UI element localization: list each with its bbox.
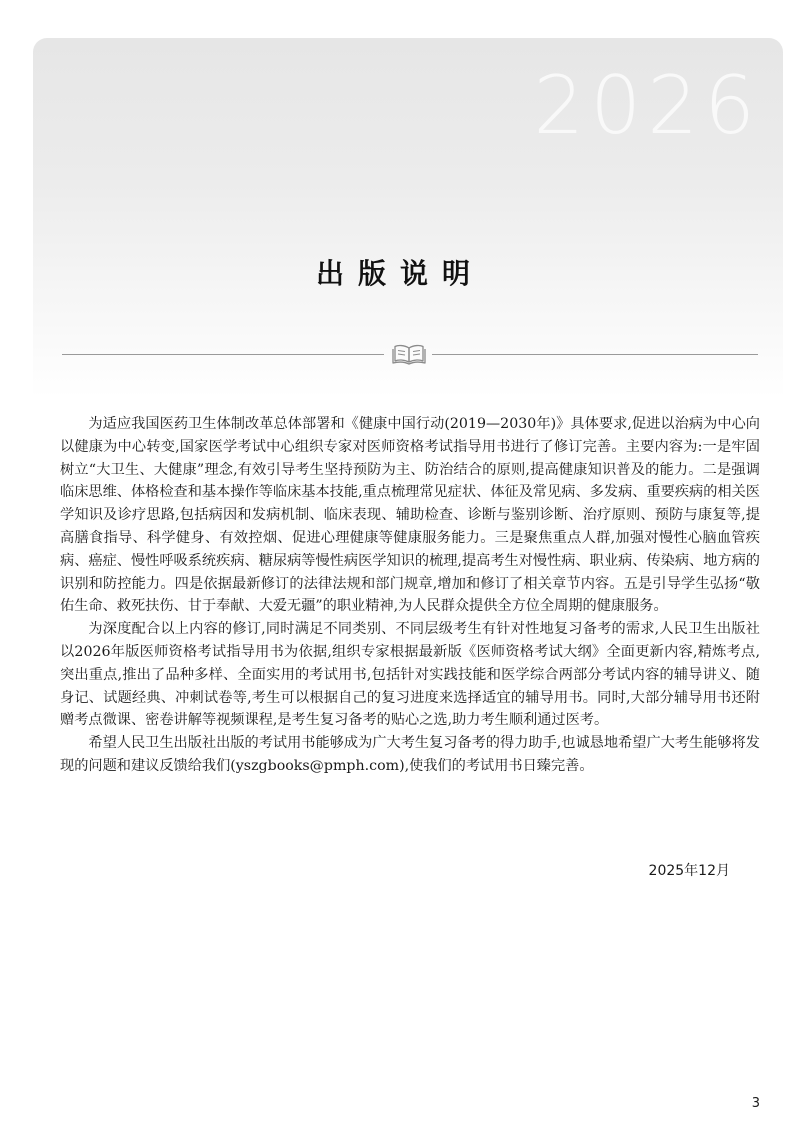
page-title: 出版说明	[315, 257, 484, 290]
publication-date: 2025年12月	[648, 863, 730, 879]
page-number: 3	[751, 1096, 760, 1111]
divider-line-left	[62, 354, 384, 355]
paragraph-exam-books: 为深度配合以上内容的修订,同时满足不同类别、不同层级考生有针对性地复习备考的需求,人民卫生出版社以2026年版医师资格考试指导用书为依据,组织专家根据最新版《医师资格考试大纲》全面更新内容,精炼考点,突出重点,推出了品种多样、全面实用的考试用书,包括针对实践技能和医学综合两部分考试内容的辅导讲义、随身记、试题经典、冲刺试卷等,考生可以根据自己的复习进度来选择适宜的辅导用书。同时,大部分辅导用书还附赠考点微课、密卷讲解等视频课程,是考生复习备考的贴心之选,助力考生顺利通过医考。	[60, 621, 760, 729]
open-book-icon	[392, 343, 426, 365]
paragraph-feedback: 希望人民卫生出版社出版的考试用书能够成为广大考生复习备考的得力助手,也诚恳地希望广大考生能够将发现的问题和建议反馈给我们(yszgbooks@pmph.com),使我们的考试用书日臻完善。	[60, 735, 760, 774]
year-watermark: 2026	[533, 59, 761, 152]
paragraph-revision-content: 为适应我国医药卫生体制改革总体部署和《健康中国行动(2019—2030年)》具体要求,促进以治病为中心向以健康为中心转变,国家医学考试中心组织专家对医师资格考试指导用书进行了修订完善。主要内容为:一是牢固树立“大卫生、大健康”理念,有效引导考生坚持预防为主、防治结合的原则,提高健康知识普及的能力。二是强调临床思维、体格检查和基本操作等临床基本技能,重点梳理常见症状、体征及常见病、多发病、重要疾病的相关医学知识及诊疗思路,包括病因和发病机制、临床表现、辅助检查、诊断与鉴别诊断、治疗原则、预防与康复等,提高膳食指导、科学健身、有效控烟、促进心理健康等健康服务能力。三是聚焦重点人群,加强对慢性心脑血管疾病、癌症、慢性呼吸系统疾病、糖尿病等慢性病医学知识的梳理,提高考生对慢性病、职业病、传染病、地方病的识别和防控能力。四是依据最新修订的法律法规和部门规章,增加和修订了相关章节内容。五是引导学生弘扬“敬佑生命、救死扶伤、甘于奉献、大爱无疆”的职业精神,为人民群众提供全方位全周期的健康服务。	[60, 416, 760, 615]
divider-line-right	[432, 354, 758, 355]
body-text	[60, 413, 760, 778]
